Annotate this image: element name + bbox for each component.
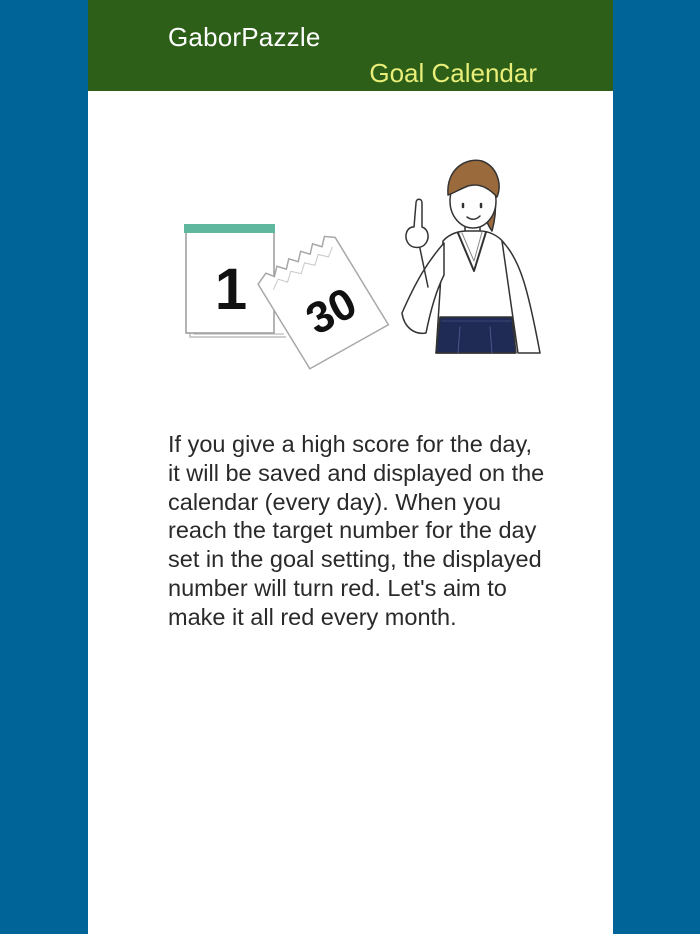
goal-calendar-illustration [88,91,613,391]
screen-title: Goal Calendar [369,58,537,88]
header-bar [88,0,613,91]
woman-pointing-illustration [402,160,540,353]
calendar-illustration [184,224,389,372]
main-panel [88,0,613,934]
description-text: If you give a high score for the day, it will be saved and displayed on the calendar (every day). When you reach the target number for the day set in the goal setting, the displayed number will turn red. Let's aim to make it all red every month. [168,431,545,630]
app-title: GaborPazzle [168,22,321,52]
calendar-back-day: 30 [298,278,365,345]
calendar-front-day: 1 [214,257,248,322]
